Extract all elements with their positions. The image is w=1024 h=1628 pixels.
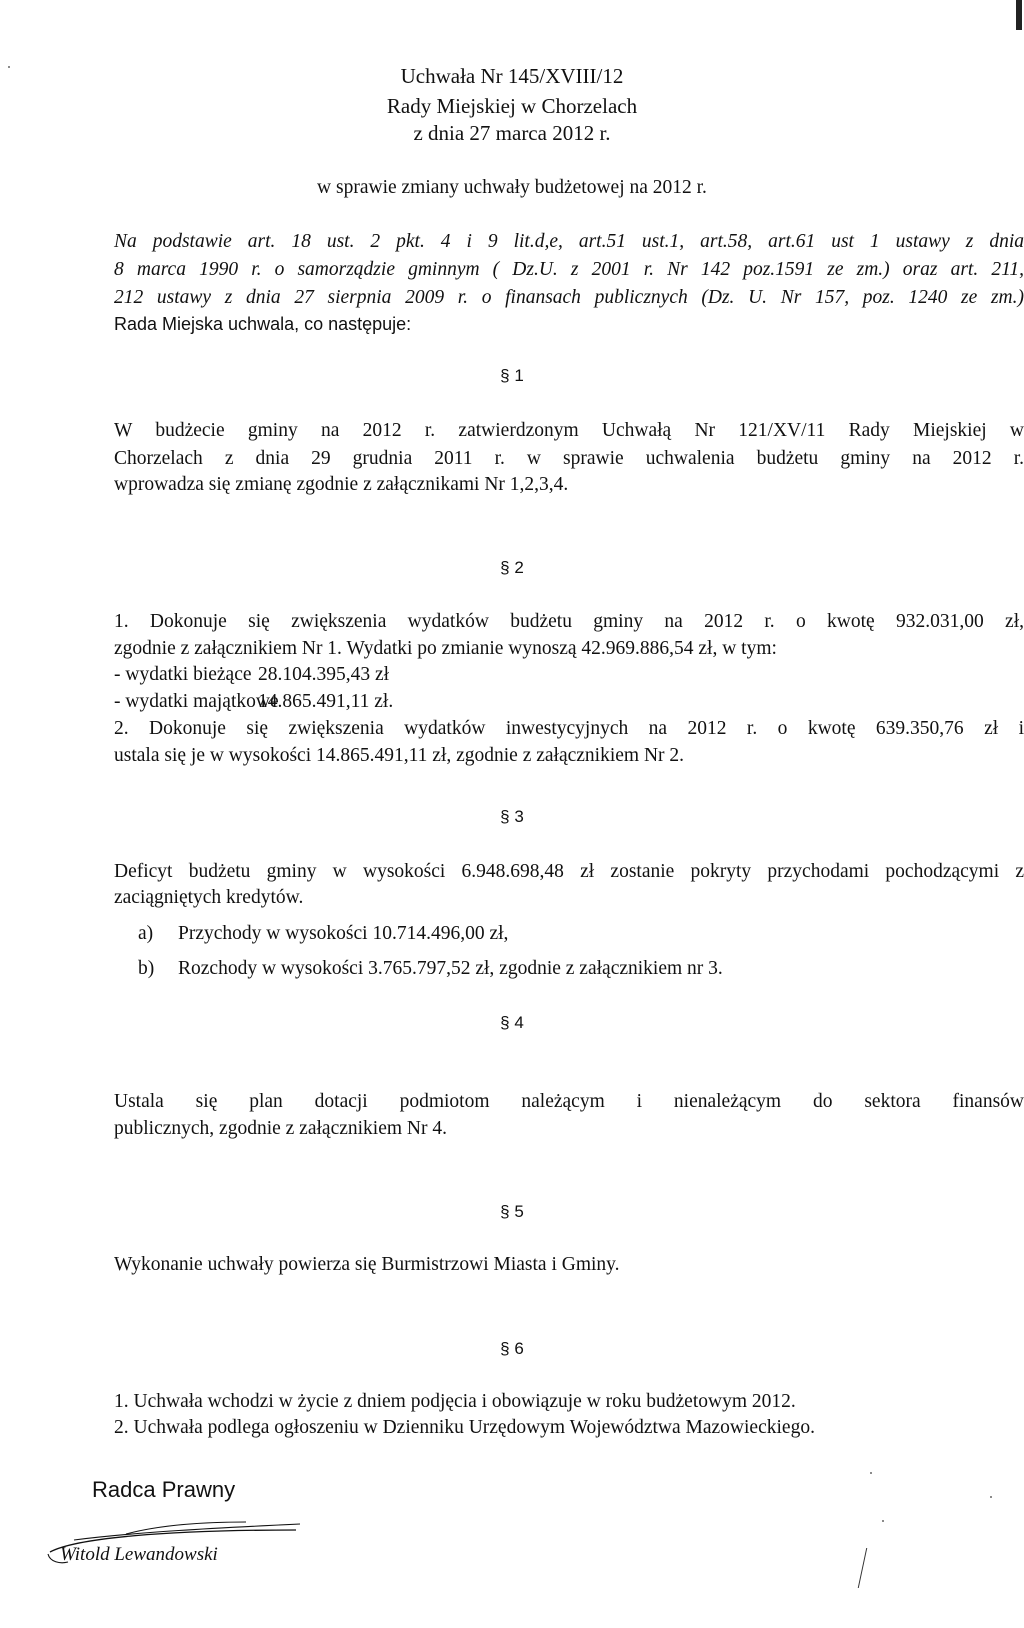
section-3-line-2: zaciągniętych kredytów. <box>114 887 304 908</box>
section-2-line-6: ustala się je w wysokości 14.865.491,11 zł, zgodnie z załącznikiem Nr 2. <box>114 745 685 766</box>
capital-expenses-label: - wydatki majątkowe <box>114 691 279 712</box>
preamble-resolves: Rada Miejska uchwala, co następuje: <box>114 314 412 334</box>
section-3-mark: § 3 <box>500 807 524 826</box>
signature-stamp <box>46 1504 306 1564</box>
signature-title: Radca Prawny <box>92 1477 236 1502</box>
section-6-line-1: 1. Uchwała wchodzi w życie z dniem podjęcia i obowiązuje w roku budżetowym 2012. <box>114 1391 796 1412</box>
scan-speck <box>870 1472 872 1474</box>
section-4-line-2: publicznych, zgodnie z załącznikiem Nr 4. <box>114 1118 447 1139</box>
section-6-line-2: 2. Uchwała podlega ogłoszeniu w Dzienniku Urzędowym Województwa Mazowieckiego. <box>114 1417 815 1438</box>
section-3-item-a <box>138 922 508 946</box>
item-b-label: b) <box>138 958 155 979</box>
item-a-label: a) <box>138 923 154 944</box>
preamble-line-2: 8 marca 1990 r. o samorządzie gminnym ( Dz.U. z 2001 r. Nr 142 poz.1591 ze zm.) oraz art. 211, <box>114 259 1024 280</box>
section-5-mark: § 5 <box>500 1202 524 1221</box>
section-1-line-2: Chorzelach z dnia 29 grudnia 2011 r. w sprawie uchwalenia budżetu gminy na 2012 r. <box>114 448 1024 469</box>
capital-expenses-row <box>114 690 393 714</box>
section-4-line-1: Ustala się plan dotacji podmiotom należącym i nienależącym do sektora finansów <box>114 1091 1024 1112</box>
council-name: Rady Miejskiej w Chorzelach <box>386 94 638 118</box>
capital-expenses-value: 14.865.491,11 zł. <box>258 691 394 712</box>
current-expenses-value: 28.104.395,43 zł <box>258 664 390 685</box>
section-1-line-1: W budżecie gminy na 2012 r. zatwierdzonym Uchwałą Nr 121/XV/11 Rady Miejskiej w <box>114 420 1024 441</box>
resolution-subject: w sprawie zmiany uchwały budżetowej na 2012 r. <box>317 177 707 198</box>
pen-mark <box>858 1548 882 1588</box>
section-3-line-1: Deficyt budżetu gminy w wysokości 6.948.698,48 zł zostanie pokryty przychodami pochodzącymi z <box>114 861 1024 882</box>
section-4-mark: § 4 <box>500 1013 524 1032</box>
scan-edge <box>1016 0 1022 30</box>
section-2-mark: § 2 <box>500 558 524 577</box>
section-2-line-5: 2. Dokonuje się zwiększenia wydatków inwestycyjnych na 2012 r. o kwotę 639.350,76 zł i <box>114 718 1024 739</box>
item-a-text: Przychody w wysokości 10.714.496,00 zł, <box>178 923 509 944</box>
current-expenses-row <box>114 663 389 687</box>
section-2-line-2: zgodnie z załącznikiem Nr 1. Wydatki po zmianie wynoszą 42.969.886,54 zł, w tym: <box>114 638 777 659</box>
section-1-mark: § 1 <box>500 366 524 385</box>
scan-speck <box>990 1496 992 1498</box>
preamble-line-1: Na podstawie art. 18 ust. 2 pkt. 4 i 9 lit.d,e, art.51 ust.1, art.58, art.61 ust 1 ustawy z dnia <box>114 231 1024 252</box>
resolution-title: Uchwała Nr 145/XVIII/12 <box>400 64 624 88</box>
scan-speck <box>882 1520 884 1522</box>
section-3-item-b <box>138 957 723 981</box>
current-expenses-label: - wydatki bieżące <box>114 664 252 685</box>
section-2-line-1: 1. Dokonuje się zwiększenia wydatków budżetu gminy na 2012 r. o kwotę 932.031,00 zł, <box>114 611 1024 632</box>
section-1-line-3: wprowadza się zmianę zgodnie z załącznikami Nr 1,2,3,4. <box>114 474 569 495</box>
resolution-date: z dnia 27 marca 2012 r. <box>413 121 611 145</box>
item-b-text: Rozchody w wysokości 3.765.797,52 zł, zgodnie z załącznikiem nr 3. <box>178 958 723 979</box>
section-5-line-1: Wykonanie uchwały powierza się Burmistrzowi Miasta i Gminy. <box>114 1254 620 1275</box>
section-6-mark: § 6 <box>500 1339 524 1358</box>
scan-speck <box>8 66 10 68</box>
preamble-line-3: 212 ustawy z dnia 27 sierpnia 2009 r. o finansach publicznych (Dz. U. Nr 157, poz. 1240 ze zm.) <box>114 287 1024 308</box>
stamp-name: Witold Lewandowski <box>60 1544 218 1564</box>
